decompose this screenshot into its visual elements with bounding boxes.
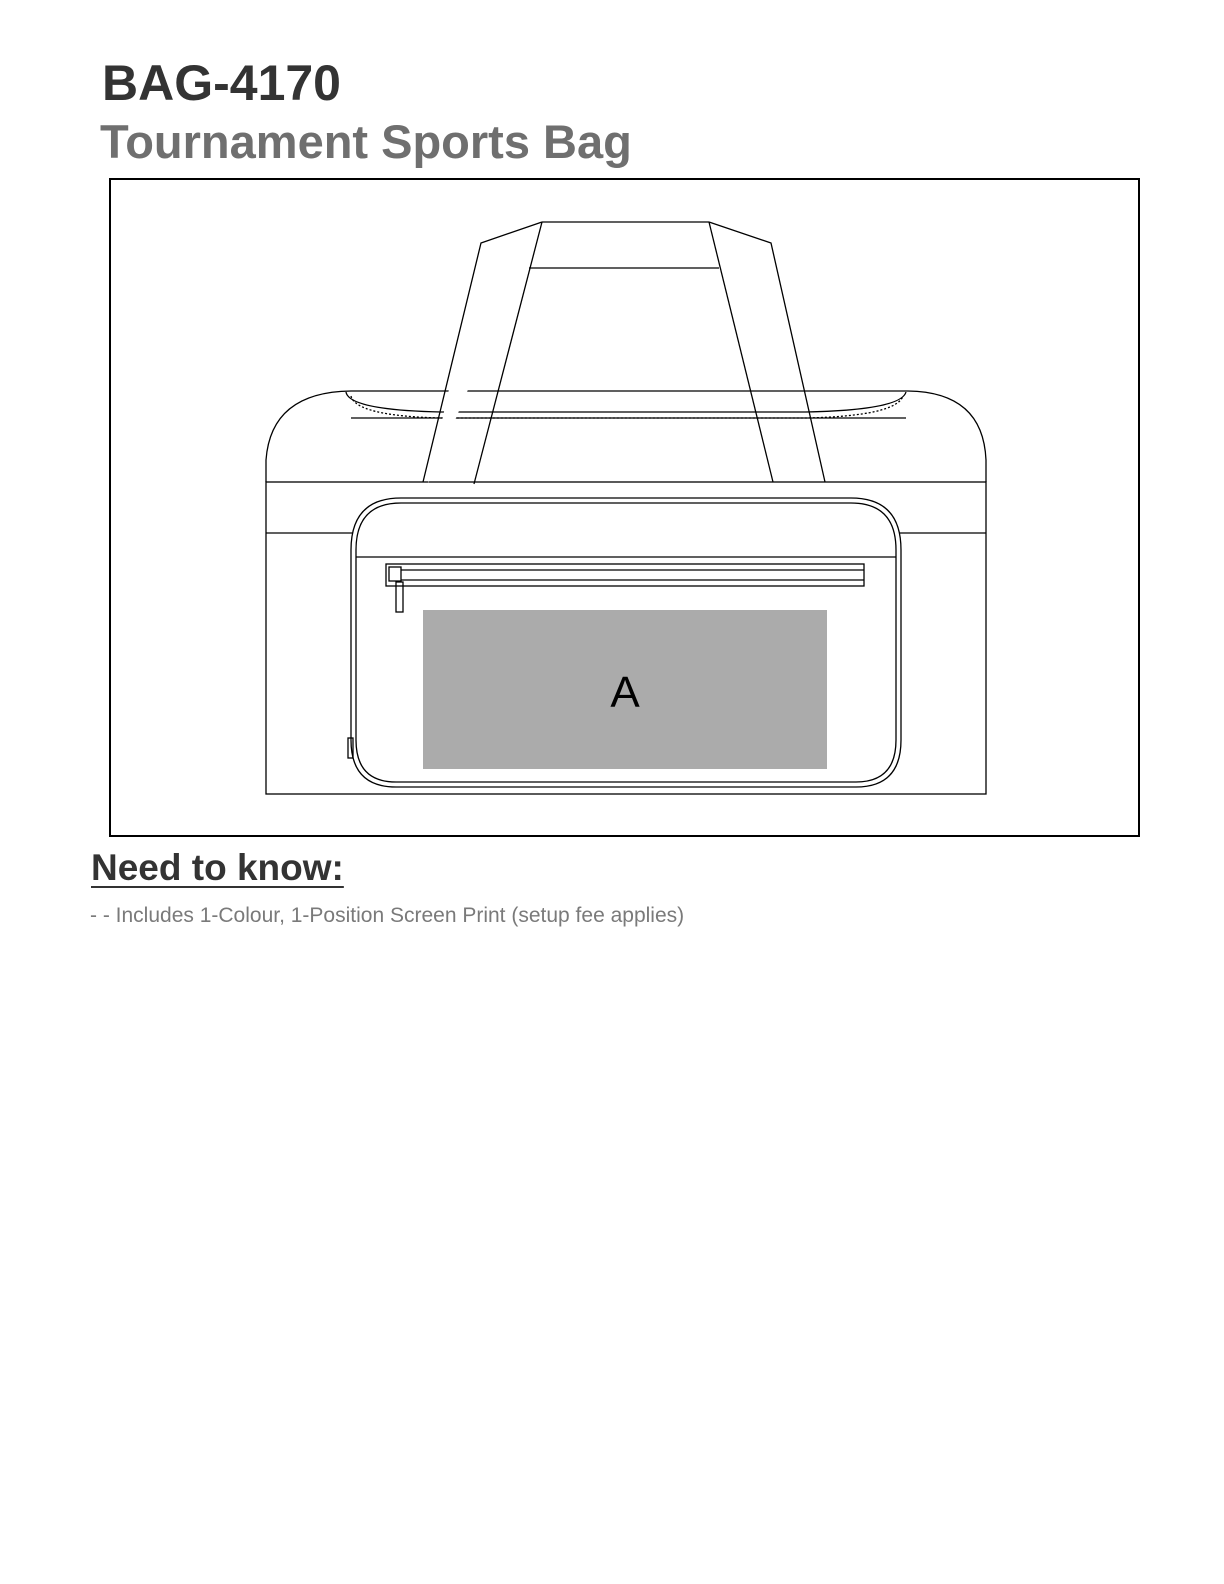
handle-right-inner bbox=[709, 222, 773, 482]
bag-line-drawing bbox=[111, 180, 1138, 835]
imprint-area-label: A bbox=[610, 668, 640, 717]
top-zipper-teeth bbox=[351, 396, 903, 418]
top-zipper-outline bbox=[346, 392, 906, 412]
product-code: BAG-4170 bbox=[102, 55, 341, 111]
need-to-know-heading: Need to know: bbox=[91, 847, 344, 888]
print-info-note: - - Includes 1-Colour, 1-Position Screen Print (setup fee applies) bbox=[90, 904, 685, 927]
handle-right-outer bbox=[709, 222, 825, 482]
product-name: Tournament Sports Bag bbox=[100, 115, 632, 168]
product-illustration-frame bbox=[109, 178, 1140, 837]
bag-top-outline bbox=[266, 391, 986, 482]
